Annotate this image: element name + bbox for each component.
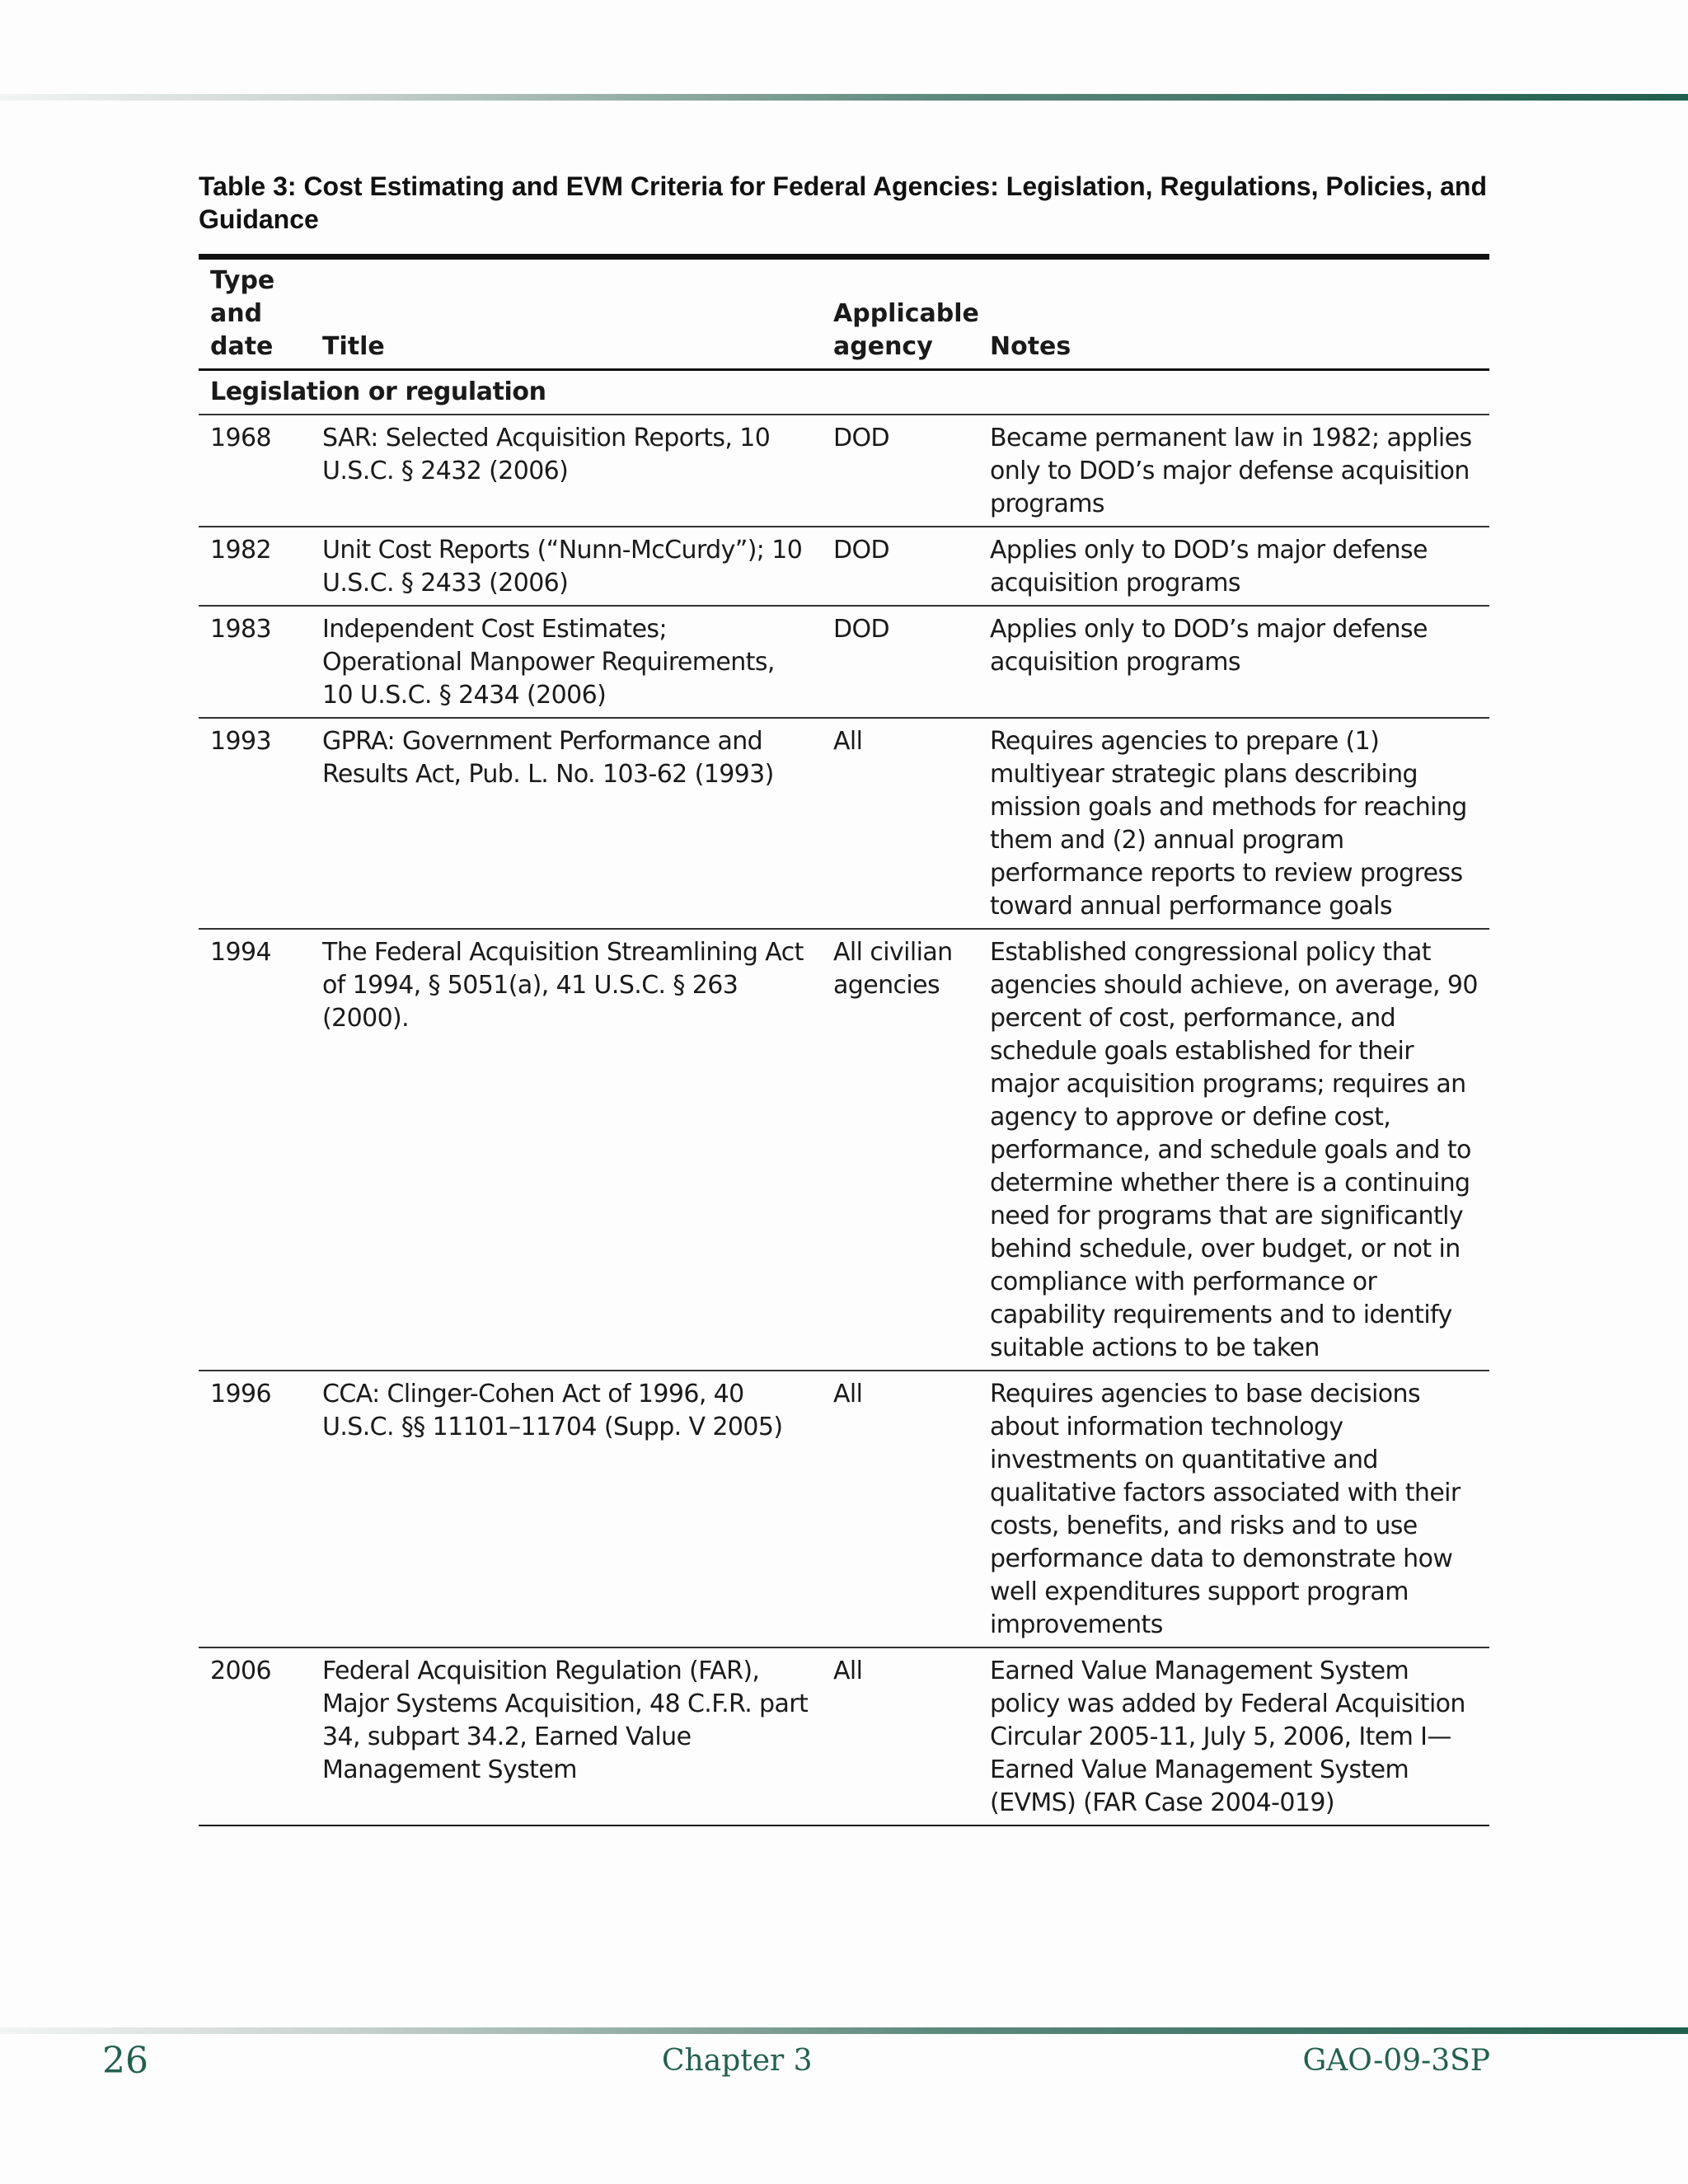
table-row <box>199 718 1489 929</box>
cell-date: 2006 <box>199 1647 311 1825</box>
chapter-label: Chapter 3 <box>662 2044 813 2078</box>
table-row <box>199 1647 1489 1825</box>
report-id: GAO-09-3SP <box>1302 2044 1490 2078</box>
cell-notes: Established congressional policy that agencies should achieve, on average, 90 percent of cost, performance, and schedule goals established for their major acquisition programs; requires an agency to approve or define cost, performance, and schedule goals and to determine whether there is a continuing need for programs that are significantly behind schedule, over budget, or not in compliance with performance or capability requirements and to identify suitable actions to be taken <box>978 929 1489 1371</box>
table-row <box>199 929 1489 1371</box>
cell-title: Independent Cost Estimates; Operational Manpower Requirements, 10 U.S.C. § 2434 (2006) <box>311 606 822 718</box>
column-header-agency: Applicable agency <box>822 257 978 370</box>
cell-title: GPRA: Government Performance and Results Act, Pub. L. No. 103-62 (1993) <box>311 718 822 929</box>
cell-notes: Applies only to DOD’s major defense acquisition programs <box>978 606 1489 718</box>
cell-title: The Federal Acquisition Streamlining Act of 1994, § 5051(a), 41 U.S.C. § 263 (2000). <box>311 929 822 1371</box>
section-label: Legislation or regulation <box>199 370 1489 415</box>
cell-notes: Requires agencies to base decisions about information technology investments on quantitative and qualitative factors associated with their costs, benefits, and risks and to use performance data to demonstrate how well expenditures support program improvements <box>978 1371 1489 1647</box>
table-row <box>199 415 1489 527</box>
cell-notes: Earned Value Management System policy was added by Federal Acquisition Circular 2005-11, July 5, 2006, Item I—Earned Value Management System (EVMS) (FAR Case 2004-019) <box>978 1647 1489 1825</box>
cell-notes: Applies only to DOD’s major defense acquisition programs <box>978 527 1489 606</box>
cell-agency: All <box>822 1647 978 1825</box>
cell-date: 1983 <box>199 606 311 718</box>
cell-title: CCA: Clinger-Cohen Act of 1996, 40 U.S.C. §§ 11101–11704 (Supp. V 2005) <box>311 1371 822 1647</box>
cell-date: 1996 <box>199 1371 311 1647</box>
cell-date: 1994 <box>199 929 311 1371</box>
cell-agency: All <box>822 718 978 929</box>
cell-agency: DOD <box>822 415 978 527</box>
table-title: Table 3: Cost Estimating and EVM Criteria for Federal Agencies: Legislation, Regulations, Policies, and Guidance <box>199 171 1487 234</box>
cell-agency: All civilian agencies <box>822 929 978 1371</box>
table-row <box>199 1371 1489 1647</box>
cell-date: 1982 <box>199 527 311 606</box>
criteria-table <box>199 254 1489 1826</box>
cell-notes: Became permanent law in 1982; applies only to DOD’s major defense acquisition programs <box>978 415 1489 527</box>
table-header-row <box>199 257 1489 370</box>
cell-title: Unit Cost Reports (“Nunn-McCurdy”); 10 U.S.C. § 2433 (2006) <box>311 527 822 606</box>
cell-date: 1993 <box>199 718 311 929</box>
cell-agency: DOD <box>822 606 978 718</box>
section-row <box>199 370 1489 415</box>
table-row <box>199 606 1489 718</box>
header-rule <box>0 94 1688 101</box>
table-container <box>199 170 1489 1826</box>
cell-date: 1968 <box>199 415 311 527</box>
cell-agency: DOD <box>822 527 978 606</box>
column-header-notes: Notes <box>978 257 1489 370</box>
cell-agency: All <box>822 1371 978 1647</box>
column-header-title: Title <box>311 257 822 370</box>
page-number: 26 <box>102 2040 148 2082</box>
cell-title: Federal Acquisition Regulation (FAR), Major Systems Acquisition, 48 C.F.R. part 34, subpart 34.2, Earned Value Management System <box>311 1647 822 1825</box>
table-row <box>199 527 1489 606</box>
column-header-date: Type and date <box>199 257 311 370</box>
cell-notes: Requires agencies to prepare (1) multiyear strategic plans describing mission goals and methods for reaching them and (2) annual program performance reports to review progress toward annual performance goals <box>978 718 1489 929</box>
footer-rule <box>0 2027 1688 2034</box>
cell-title: SAR: Selected Acquisition Reports, 10 U.S.C. § 2432 (2006) <box>311 415 822 527</box>
